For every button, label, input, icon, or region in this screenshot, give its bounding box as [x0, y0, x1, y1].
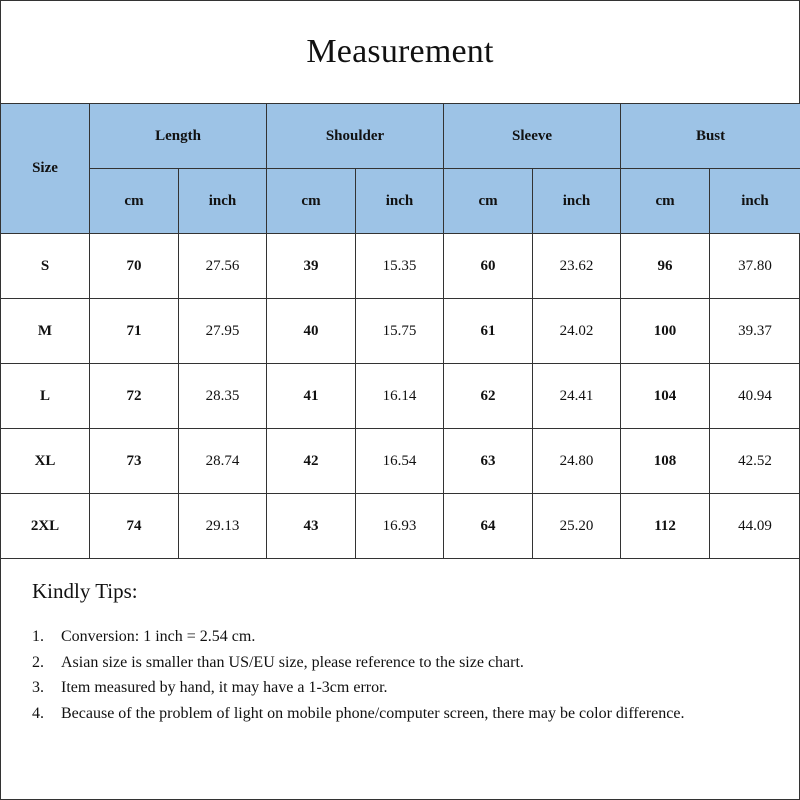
shoulder-cm-cell: 39 — [267, 234, 356, 299]
header-row-units — [1, 169, 800, 234]
table-row — [1, 494, 800, 559]
size-cell: M — [1, 299, 90, 364]
length-inch-cell: 27.56 — [179, 234, 267, 299]
bust-cm-header: cm — [621, 169, 710, 234]
bust-cm-cell: 112 — [621, 494, 710, 559]
shoulder-inch-cell: 15.35 — [356, 234, 444, 299]
table-row — [1, 234, 800, 299]
shoulder-cm-cell: 41 — [267, 364, 356, 429]
table-row — [1, 429, 800, 494]
shoulder-inch-cell: 15.75 — [356, 299, 444, 364]
measurement-table — [0, 103, 800, 559]
sleeve-cm-cell: 61 — [444, 299, 533, 364]
sleeve-header: Sleeve — [444, 104, 621, 169]
length-cm-cell: 74 — [90, 494, 179, 559]
bust-cm-cell: 108 — [621, 429, 710, 494]
table-row — [1, 299, 800, 364]
list-item-number: 1. — [32, 628, 44, 645]
shoulder-inch-cell: 16.54 — [356, 429, 444, 494]
bust-inch-cell: 40.94 — [710, 364, 800, 429]
length-cm-cell: 72 — [90, 364, 179, 429]
list-item-text: Conversion: 1 inch = 2.54 cm. — [61, 628, 256, 645]
list-item-text: Item measured by hand, it may have a 1-3cm error. — [61, 679, 388, 696]
sleeve-inch-cell: 23.62 — [533, 234, 621, 299]
size-cell: XL — [1, 429, 90, 494]
sleeve-cm-cell: 62 — [444, 364, 533, 429]
length-cm-header: cm — [90, 169, 179, 234]
sleeve-inch-header: inch — [533, 169, 621, 234]
bust-inch-cell: 37.80 — [710, 234, 800, 299]
shoulder-cm-cell: 40 — [267, 299, 356, 364]
length-cm-cell: 71 — [90, 299, 179, 364]
list-item — [32, 624, 799, 650]
list-item-text: Asian size is smaller than US/EU size, please reference to the size chart. — [61, 653, 524, 671]
length-header: Length — [90, 104, 267, 169]
tips-section — [1, 559, 799, 726]
sleeve-inch-cell: 24.41 — [533, 364, 621, 429]
sleeve-cm-cell: 60 — [444, 234, 533, 299]
length-cm-cell: 73 — [90, 429, 179, 494]
table-row — [1, 364, 800, 429]
shoulder-cm-cell: 42 — [267, 429, 356, 494]
size-cell: L — [1, 364, 90, 429]
list-item — [32, 701, 799, 727]
length-cm-cell: 70 — [90, 234, 179, 299]
size-cell: 2XL — [1, 494, 90, 559]
sleeve-cm-cell: 64 — [444, 494, 533, 559]
sleeve-cm-cell: 63 — [444, 429, 533, 494]
bust-cm-cell: 100 — [621, 299, 710, 364]
length-inch-cell: 28.35 — [179, 364, 267, 429]
bust-inch-cell: 44.09 — [710, 494, 800, 559]
bust-inch-cell: 42.52 — [710, 429, 800, 494]
bust-header: Bust — [621, 104, 800, 169]
shoulder-inch-cell: 16.14 — [356, 364, 444, 429]
shoulder-inch-header: inch — [356, 169, 444, 234]
shoulder-cm-header: cm — [267, 169, 356, 234]
shoulder-cm-cell: 43 — [267, 494, 356, 559]
list-item-text: Because of the problem of light on mobile phone/computer screen, there may be color difference. — [61, 704, 685, 722]
list-item-number: 3. — [32, 679, 44, 696]
bust-inch-header: inch — [710, 169, 800, 234]
length-inch-cell: 27.95 — [179, 299, 267, 364]
sleeve-inch-cell: 24.80 — [533, 429, 621, 494]
page-title: Measurement — [306, 33, 494, 70]
shoulder-inch-cell: 16.93 — [356, 494, 444, 559]
list-item — [32, 650, 799, 676]
sleeve-inch-cell: 25.20 — [533, 494, 621, 559]
bust-inch-cell: 39.37 — [710, 299, 800, 364]
length-inch-cell: 29.13 — [179, 494, 267, 559]
length-inch-header: inch — [179, 169, 267, 234]
bust-cm-cell: 104 — [621, 364, 710, 429]
bust-cm-cell: 96 — [621, 234, 710, 299]
length-inch-cell: 28.74 — [179, 429, 267, 494]
header-row-groups — [1, 104, 800, 169]
sleeve-inch-cell: 24.02 — [533, 299, 621, 364]
list-item-number: 4. — [32, 704, 44, 722]
list-item — [32, 675, 799, 701]
tips-list — [32, 624, 799, 726]
sleeve-cm-header: cm — [444, 169, 533, 234]
size-header: Size — [1, 104, 90, 234]
list-item-number: 2. — [32, 653, 44, 671]
tips-title: Kindly Tips: — [32, 579, 138, 603]
shoulder-header: Shoulder — [267, 104, 444, 169]
size-cell: S — [1, 234, 90, 299]
